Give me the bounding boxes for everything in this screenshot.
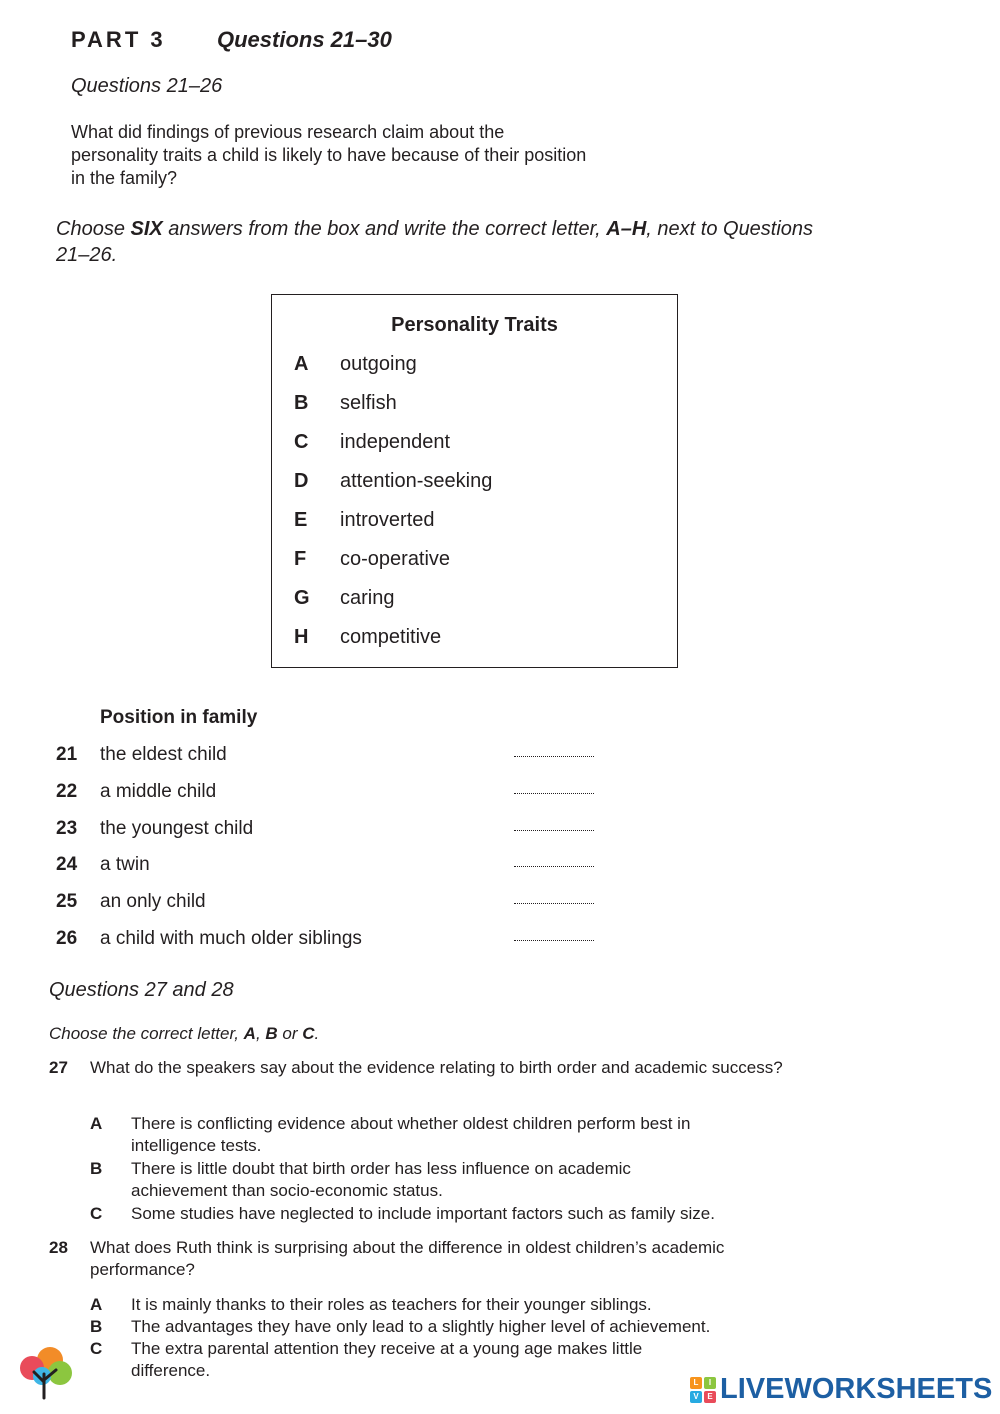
- option-letter[interactable]: A: [90, 1114, 103, 1133]
- position-row: [56, 928, 616, 952]
- instruction-part: answers from the box and write the correct letter,: [162, 218, 607, 240]
- position-row: [56, 781, 616, 805]
- instruction-six: SIX: [130, 218, 163, 240]
- option-letter[interactable]: B: [90, 1317, 103, 1336]
- option-letter[interactable]: B: [90, 1159, 103, 1178]
- brand-mark-icon: [690, 1377, 716, 1403]
- position-text: a middle child: [100, 781, 217, 802]
- instruction-part: Choose: [56, 218, 131, 240]
- part-label: PART 3: [71, 27, 166, 52]
- position-text: a child with much older siblings: [100, 928, 362, 949]
- option-letter[interactable]: A: [90, 1295, 103, 1314]
- instruction-range: A–H: [606, 218, 647, 240]
- position-text: the youngest child: [100, 818, 254, 839]
- instruction-part: ,: [255, 1024, 266, 1043]
- position-row: [56, 854, 616, 878]
- trait-letter: G: [294, 587, 310, 609]
- position-row: [56, 818, 616, 842]
- trait-word: attention-seeking: [340, 470, 493, 492]
- option-letter[interactable]: C: [90, 1339, 103, 1358]
- letter-c: C: [302, 1024, 315, 1043]
- trait-word: co-operative: [340, 548, 451, 570]
- trait-word: outgoing: [340, 353, 417, 375]
- brand-mark-letter: I: [704, 1377, 716, 1389]
- trait-letter: A: [294, 353, 309, 375]
- trait-word: competitive: [340, 626, 442, 648]
- trait-letter: H: [294, 626, 309, 648]
- mcq-question: What do the speakers say about the evidence relating to birth order and academic success?: [90, 1058, 783, 1077]
- mcq-number: 27: [49, 1058, 68, 1077]
- section1-question: What did findings of previous research claim about the personality traits a child is likely to have because of their position in the family?: [71, 122, 587, 188]
- trait-letter: C: [294, 431, 309, 453]
- question-number: 25: [56, 891, 78, 912]
- instruction-part: .: [314, 1024, 320, 1043]
- option-text[interactable]: Some studies have neglected to include important factors such as family size.: [131, 1204, 715, 1223]
- trait-word: selfish: [340, 392, 397, 414]
- answer-blank[interactable]: [514, 830, 594, 831]
- instruction-part: Choose the correct letter,: [49, 1024, 244, 1043]
- option-text[interactable]: There is conflicting evidence about whether oldest children perform best in intelligence tests.: [131, 1114, 691, 1155]
- position-text: an only child: [100, 891, 206, 912]
- box-title: Personality Traits: [391, 314, 558, 336]
- trait-word: introverted: [340, 509, 435, 531]
- position-text: the eldest child: [100, 744, 227, 765]
- answer-blank[interactable]: [514, 756, 594, 757]
- part-heading: [71, 27, 392, 53]
- tree-logo-icon: [14, 1340, 76, 1400]
- brand-text: LIVEWORKSHEETS: [720, 1373, 993, 1405]
- instruction-part: , next to Questions 21–26.: [56, 218, 814, 266]
- personality-traits-box: [271, 294, 678, 668]
- section2-heading: Questions 27 and 28: [49, 979, 234, 1001]
- letter-a: A: [243, 1024, 256, 1043]
- mcq-question: What does Ruth think is surprising about the difference in oldest children’s academic performance?: [90, 1238, 725, 1279]
- section1-heading: Questions 21–26: [71, 75, 223, 97]
- letter-b: B: [265, 1024, 278, 1043]
- question-number: 26: [56, 928, 78, 949]
- question-number: 21: [56, 744, 78, 765]
- option-letter[interactable]: C: [90, 1204, 103, 1223]
- trait-letter: E: [294, 509, 308, 531]
- trait-letter: B: [294, 392, 309, 414]
- answer-blank[interactable]: [514, 793, 594, 794]
- answer-blank[interactable]: [514, 866, 594, 867]
- question-number: 22: [56, 781, 78, 802]
- option-text[interactable]: It is mainly thanks to their roles as teachers for their younger siblings.: [131, 1295, 652, 1314]
- trait-word: caring: [340, 587, 395, 609]
- option-text[interactable]: The extra parental attention they receive at a young age makes little difference.: [131, 1339, 643, 1380]
- option-text[interactable]: There is little doubt that birth order has less influence on academic achievement than socio-economic status.: [131, 1159, 631, 1200]
- brand-logo: [690, 1373, 992, 1406]
- question-number: 24: [56, 854, 78, 875]
- section1-instruction: [56, 216, 816, 268]
- answer-blank[interactable]: [514, 940, 594, 941]
- brand-mark-letter: L: [690, 1377, 702, 1389]
- trait-letter: D: [294, 470, 309, 492]
- question-number: 23: [56, 818, 78, 839]
- answer-blank[interactable]: [514, 903, 594, 904]
- brand-mark-letter: E: [704, 1391, 716, 1403]
- position-title: Position in family: [100, 707, 258, 728]
- instruction-part: or: [277, 1024, 303, 1043]
- mcq-number: 28: [49, 1238, 68, 1257]
- trait-letter: F: [294, 548, 307, 570]
- position-row: [56, 744, 616, 768]
- position-text: a twin: [100, 854, 150, 875]
- option-text[interactable]: The advantages they have only lead to a slightly higher level of achievement.: [131, 1317, 711, 1336]
- position-row: [56, 891, 616, 915]
- trait-word: independent: [340, 431, 451, 453]
- brand-mark-letter: V: [690, 1391, 702, 1403]
- section2-instruction: [49, 1024, 319, 1044]
- questions-range: Questions 21–30: [217, 27, 392, 52]
